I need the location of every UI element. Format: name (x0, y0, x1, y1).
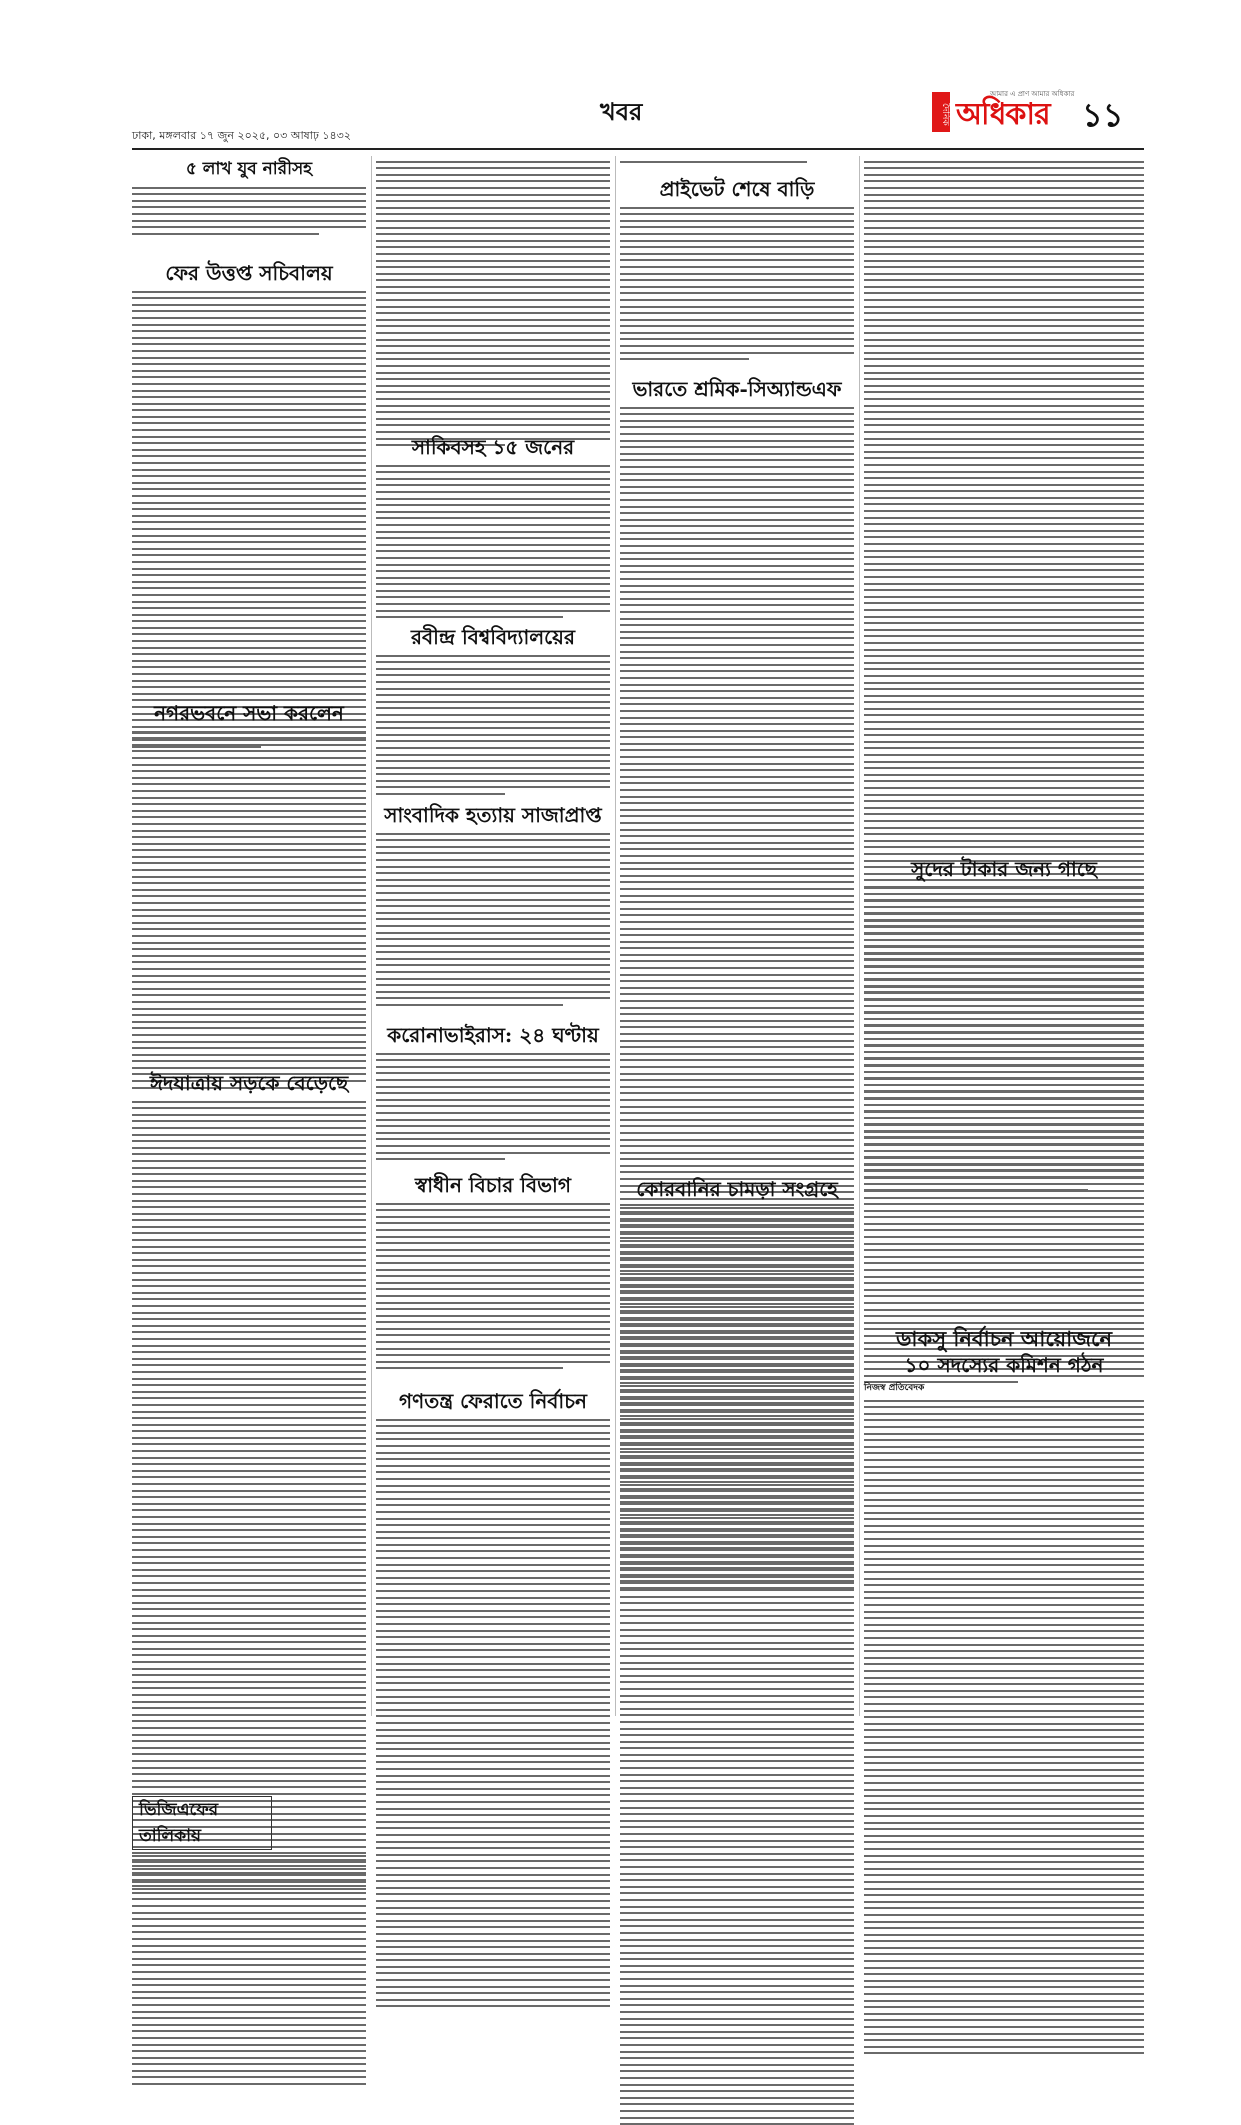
article-body-text (376, 465, 610, 619)
article-headline: ভিজিএফের তালিকায় (132, 1796, 272, 1850)
article-headline: গণতন্ত্র ফেরাতে নির্বাচন (399, 1389, 587, 1413)
article-kicker: ডাকসু নির্বাচন আয়োজনে (895, 1326, 1113, 1351)
article-headline: সুদের টাকার জন্য গাছে (911, 857, 1097, 881)
article (376, 1022, 610, 1164)
article (132, 156, 366, 254)
article-headline: কোরবানির চামড়া সংগ্রহে (636, 1177, 838, 1201)
article (132, 260, 366, 692)
article-body-text (620, 161, 854, 163)
article-body-text (376, 1203, 610, 1370)
article-body-text (620, 1207, 854, 2125)
article-headline: ফের উত্তপ্ত সচিবালয় (165, 261, 333, 285)
article-headline: প্রাইভেট শেষে বাড়ি (659, 177, 815, 201)
masthead-name: অধিকার (956, 97, 1050, 132)
article (620, 176, 854, 366)
article (376, 624, 610, 794)
column-divider (859, 156, 860, 1716)
article-body-text (376, 161, 610, 447)
article (376, 802, 610, 1014)
column-divider (371, 156, 372, 1716)
article-body-text (620, 207, 854, 361)
date-line: ঢাকা, মঙ্গলবার ১৭ জুন ২০২৫, ০৩ আষাঢ় ১৪৩২ (132, 129, 351, 142)
article-body-text (864, 887, 1144, 1384)
article (864, 1326, 1144, 1872)
article-headline: ৫ লাখ যুব নারীসহ (185, 159, 313, 179)
article-body-text (376, 1053, 610, 1161)
article-body-text (864, 1400, 1144, 2055)
article-body-text (132, 291, 366, 748)
article (376, 1172, 610, 1380)
article-body-text (132, 731, 366, 1089)
article-continued (864, 156, 1144, 846)
article-continued (376, 156, 610, 426)
column-divider (615, 156, 616, 1716)
article-headline: ১০ সদস্যের কমিশন গঠন (904, 1353, 1104, 1377)
article-headline: সাংবাদিক হত্যায় সাজাপ্রাপ্ত (384, 803, 602, 827)
article-body-text (376, 833, 610, 1006)
header-rule (132, 148, 1144, 150)
article (620, 376, 854, 1166)
article (132, 1070, 366, 1786)
article-headline: করোনাভাইরাস: ২৪ ঘণ্টায় (387, 1023, 599, 1047)
article-body-text (132, 1855, 366, 1890)
article-headline: ভারতে শ্রমিক-সিঅ্যান্ডএফ (632, 377, 842, 401)
article (620, 1176, 854, 1872)
article (376, 1388, 610, 1872)
article-body-text (132, 187, 366, 235)
article-body-text (132, 1101, 366, 2085)
article-headline: স্বাধীন বিচার বিভাগ (415, 1173, 571, 1197)
article-headline: ঈদযাত্রায় সড়কে বেড়েছে (149, 1071, 349, 1095)
masthead-badge: দৈনিক (932, 92, 950, 132)
article-headline: সাকিবসহ ১৫ জনের (411, 435, 575, 459)
section-title: খবর (600, 97, 643, 126)
article-body-text (376, 1419, 610, 2008)
article (132, 1796, 366, 1872)
page-header (132, 90, 1144, 144)
article-byline: নিজস্ব প্রতিবেদক (864, 1383, 925, 1393)
article (376, 434, 610, 616)
article-headline: রবীন্দ্র বিশ্ববিদ্যালয়ের (411, 625, 575, 649)
page-number: ১১ (1082, 96, 1124, 134)
article (132, 700, 366, 1062)
masthead-tagline: আমার এ প্রাণ আমার অধিকার (990, 90, 1075, 98)
article (864, 856, 1144, 1316)
article-body-text (376, 655, 610, 795)
article-headline: নগরভবনে সভা করলেন (154, 701, 344, 725)
article-continued (620, 156, 854, 174)
masthead-logo (932, 88, 1082, 134)
